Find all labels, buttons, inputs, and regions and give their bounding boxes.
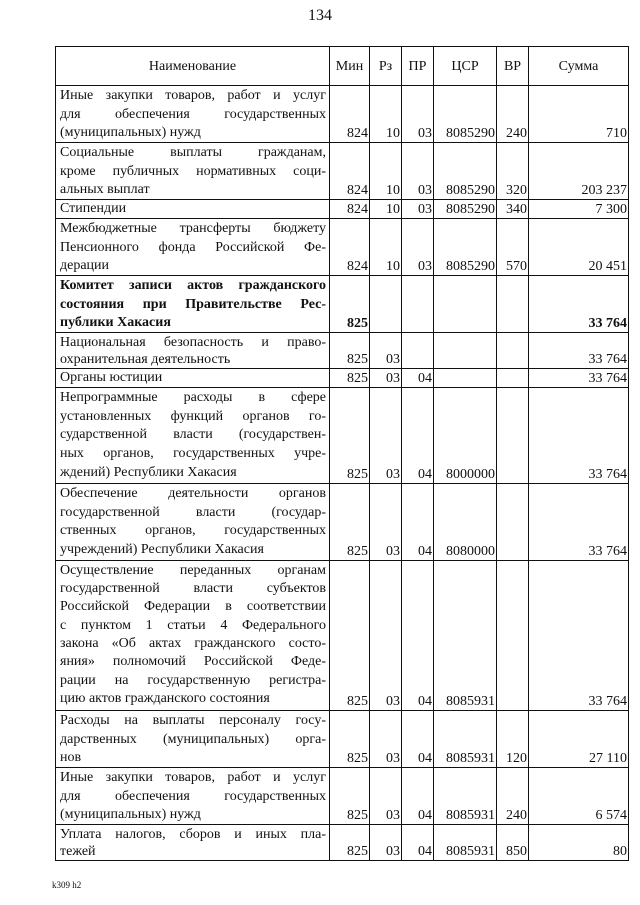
row-min-cell: 824: [330, 219, 370, 276]
row-pr-cell: 03: [402, 219, 434, 276]
row-name-line: Российской Федерации в соответствии: [60, 599, 326, 614]
row-pr-cell: 04: [402, 561, 434, 711]
table-row: [56, 711, 629, 768]
row-csr-cell: 8000000: [434, 388, 497, 484]
row-name-line: государственной власти (государ-: [60, 505, 326, 520]
row-name-line: Иные закупки товаров, работ и услуг: [60, 88, 326, 103]
table-row: [56, 369, 629, 388]
header-vr: ВР: [497, 47, 529, 86]
row-sum-cell: 710: [529, 86, 629, 143]
row-vr-cell: [497, 484, 529, 561]
row-name-line: рации на государственную регистра-: [60, 673, 326, 688]
row-csr-cell: 8085931: [434, 825, 497, 861]
row-name-line: Органы юстиции: [60, 370, 163, 385]
row-rz-cell: 10: [370, 143, 402, 200]
row-min-cell: 825: [330, 369, 370, 388]
row-sum-cell: 33 764: [529, 561, 629, 711]
row-rz-cell: 10: [370, 86, 402, 143]
row-name-line: Обеспечение деятельности органов: [60, 486, 326, 501]
row-name-line: охранительная деятельность: [60, 352, 231, 367]
row-vr-cell: [497, 369, 529, 388]
row-name-line: цию актов гражданского состояния: [60, 691, 270, 706]
row-pr-cell: 03: [402, 86, 434, 143]
row-name-line: Иные закупки товаров, работ и услуг: [60, 770, 326, 785]
row-sum-cell: 33 764: [529, 333, 629, 369]
row-name-cell: [56, 333, 330, 369]
row-rz-cell: 03: [370, 388, 402, 484]
row-rz-cell: 03: [370, 484, 402, 561]
row-name-line: Социальные выплаты гражданам,: [60, 145, 326, 160]
row-name-line: учреждений) Республики Хакасия: [60, 542, 264, 557]
row-name-line: яния» полномочий Российской Феде-: [60, 654, 326, 669]
table-row: [56, 484, 629, 561]
row-vr-cell: 120: [497, 711, 529, 768]
row-name-line: сударственной власти (государствен-: [60, 427, 326, 442]
row-name-cell: [56, 768, 330, 825]
row-name-line: ственных органов, государственных: [60, 523, 326, 538]
row-csr-cell: 8085931: [434, 768, 497, 825]
row-min-cell: 825: [330, 388, 370, 484]
header-name: Наименование: [56, 47, 330, 86]
row-name-line: закона «Об актах гражданского состо-: [60, 636, 326, 651]
row-vr-cell: [497, 333, 529, 369]
row-name-line: Национальная безопасность и право-: [60, 335, 326, 350]
row-name-cell: [56, 825, 330, 861]
row-name-line: Пенсионного фонда Российской Фе-: [60, 240, 326, 255]
table-header-row: [56, 47, 629, 86]
row-sum-cell: 33 764: [529, 388, 629, 484]
row-pr-cell: 03: [402, 143, 434, 200]
row-sum-cell: 33 764: [529, 484, 629, 561]
row-sum-cell: 27 110: [529, 711, 629, 768]
row-csr-cell: [434, 369, 497, 388]
row-pr-cell: 04: [402, 711, 434, 768]
table-row: [56, 561, 629, 711]
row-vr-cell: 240: [497, 86, 529, 143]
row-name-line: Стипендии: [60, 201, 127, 216]
row-csr-cell: 8085931: [434, 711, 497, 768]
row-vr-cell: [497, 388, 529, 484]
row-vr-cell: [497, 561, 529, 711]
row-csr-cell: 8085290: [434, 200, 497, 219]
row-name-line: государственной власти субъектов: [60, 581, 326, 596]
row-csr-cell: [434, 333, 497, 369]
row-name-line: дерации: [60, 258, 110, 273]
row-pr-cell: 04: [402, 825, 434, 861]
row-sum-cell: 33 764: [529, 369, 629, 388]
row-sum-cell: 6 574: [529, 768, 629, 825]
row-name-cell: [56, 200, 330, 219]
row-name-cell: [56, 561, 330, 711]
row-vr-cell: 570: [497, 219, 529, 276]
header-sum: Сумма: [529, 47, 629, 86]
table-row: [56, 825, 629, 861]
row-pr-cell: 04: [402, 388, 434, 484]
row-sum-cell: 7 300: [529, 200, 629, 219]
row-name-line: дарственных (муниципальных) орга-: [60, 732, 326, 747]
table-row: [56, 86, 629, 143]
page-number: 134: [308, 7, 332, 24]
table-row: [56, 768, 629, 825]
row-csr-cell: 8080000: [434, 484, 497, 561]
row-name-line: ных органов, государственных учре-: [60, 446, 326, 461]
row-rz-cell: 03: [370, 711, 402, 768]
row-name-line: публики Хакасия: [60, 315, 171, 330]
row-csr-cell: 8085290: [434, 219, 497, 276]
row-vr-cell: 320: [497, 143, 529, 200]
row-sum-cell: 80: [529, 825, 629, 861]
row-min-cell: 825: [330, 276, 370, 333]
row-name-line: Непрограммные расходы в сфере: [60, 390, 326, 405]
row-vr-cell: 340: [497, 200, 529, 219]
header-rz: Рз: [370, 47, 402, 86]
row-rz-cell: 03: [370, 333, 402, 369]
row-name-line: Осуществление переданных органам: [60, 563, 326, 578]
row-pr-cell: 04: [402, 768, 434, 825]
footer-code: k309 h2: [52, 880, 82, 890]
row-name-cell: [56, 388, 330, 484]
header-min: Мин: [330, 47, 370, 86]
row-name-line: (муниципальных) нужд: [60, 125, 201, 140]
row-name-line: с пунктом 1 статьи 4 Федерального: [60, 618, 326, 633]
row-pr-cell: 03: [402, 200, 434, 219]
row-rz-cell: 03: [370, 561, 402, 711]
table-row: [56, 276, 629, 333]
row-pr-cell: [402, 333, 434, 369]
table-body: [56, 86, 629, 861]
row-vr-cell: 240: [497, 768, 529, 825]
row-name-line: для обеспечения государственных: [60, 789, 326, 804]
row-sum-cell: 203 237: [529, 143, 629, 200]
table-row: [56, 219, 629, 276]
row-vr-cell: [497, 276, 529, 333]
row-name-line: альных выплат: [60, 182, 150, 197]
row-rz-cell: 03: [370, 369, 402, 388]
row-name-line: кроме публичных нормативных соци-: [60, 164, 326, 179]
row-pr-cell: 04: [402, 369, 434, 388]
row-min-cell: 825: [330, 484, 370, 561]
row-name-line: для обеспечения государственных: [60, 107, 326, 122]
budget-table: [55, 46, 629, 861]
row-csr-cell: 8085290: [434, 143, 497, 200]
row-min-cell: 824: [330, 143, 370, 200]
table-row: [56, 143, 629, 200]
row-name-cell: [56, 86, 330, 143]
row-csr-cell: 8085931: [434, 561, 497, 711]
table-row: [56, 388, 629, 484]
row-vr-cell: 850: [497, 825, 529, 861]
row-name-cell: [56, 143, 330, 200]
header-csr: ЦСР: [434, 47, 497, 86]
row-name-line: ждений) Республики Хакасия: [60, 465, 237, 480]
row-name-cell: [56, 276, 330, 333]
row-sum-cell: 33 764: [529, 276, 629, 333]
header-pr: ПР: [402, 47, 434, 86]
row-pr-cell: [402, 276, 434, 333]
row-name-cell: [56, 219, 330, 276]
row-sum-cell: 20 451: [529, 219, 629, 276]
row-min-cell: 824: [330, 200, 370, 219]
row-name-line: Межбюджетные трансферты бюджету: [60, 221, 326, 236]
row-rz-cell: 10: [370, 219, 402, 276]
table-row: [56, 333, 629, 369]
row-name-line: (муниципальных) нужд: [60, 807, 201, 822]
row-min-cell: 825: [330, 561, 370, 711]
row-min-cell: 824: [330, 86, 370, 143]
row-csr-cell: 8085290: [434, 86, 497, 143]
row-name-line: Комитет записи актов гражданского: [60, 278, 326, 293]
row-rz-cell: 03: [370, 768, 402, 825]
row-pr-cell: 04: [402, 484, 434, 561]
row-name-line: Уплата налогов, сборов и иных пла-: [60, 827, 326, 842]
row-rz-cell: [370, 276, 402, 333]
row-name-line: установленных функций органов го-: [60, 409, 326, 424]
row-min-cell: 825: [330, 825, 370, 861]
row-min-cell: 825: [330, 711, 370, 768]
table-row: [56, 200, 629, 219]
row-name-cell: [56, 484, 330, 561]
row-name-line: нов: [60, 750, 82, 765]
row-rz-cell: 10: [370, 200, 402, 219]
row-name-line: состояния при Правительстве Рес-: [60, 297, 326, 312]
row-csr-cell: [434, 276, 497, 333]
row-min-cell: 825: [330, 768, 370, 825]
row-min-cell: 825: [330, 333, 370, 369]
row-name-cell: [56, 711, 330, 768]
row-name-cell: [56, 369, 330, 388]
row-name-line: тежей: [60, 844, 96, 859]
row-name-line: Расходы на выплаты персоналу госу-: [60, 713, 326, 728]
row-rz-cell: 03: [370, 825, 402, 861]
